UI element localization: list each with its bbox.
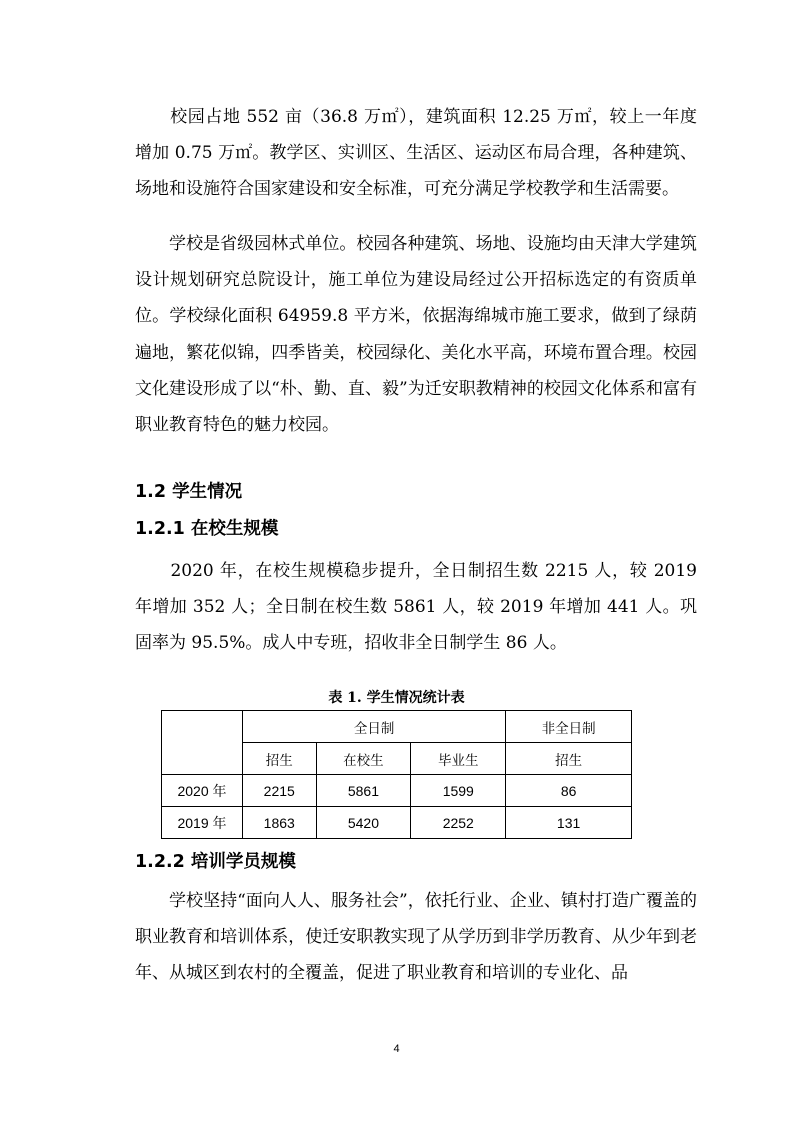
cell-inschool: 5861: [316, 775, 411, 807]
table-caption: 表 1. 学生情况统计表: [328, 690, 465, 706]
row-year: 2019 年: [162, 807, 243, 839]
paragraph-enrollment: 2020 年，在校生规模稳步提升，全日制招生数 2215 人，较 2019 年增加 352 人；全日制在校生数 5861 人，较 2019 年增加 441 人。巩固率为 95.5%。成人中专班，招收非全日制学生 86 人。: [135, 561, 697, 654]
student-statistics-table: [161, 710, 632, 839]
cell-parttime: 131: [506, 807, 632, 839]
subheader-inschool: 在校生: [316, 743, 411, 775]
table-row: [162, 775, 632, 807]
cell-enroll: 1863: [243, 807, 317, 839]
paragraph-training: 学校坚持“面向人人、服务社会”，依托行业、企业、镇村打造广覆盖的职业教育和培训体系，使迁安职教实现了从学历到非学历教育、从少年到老年、从城区到农村的全覆盖，促进了职业教育和培训的专业化、品: [135, 891, 697, 984]
row-year: 2020 年: [162, 775, 243, 807]
paragraph-campus-area: 校园占地 552 亩（36.8 万㎡），建筑面积 12.25 万㎡，较上一年度增加 0.75 万㎡。教学区、实训区、生活区、运动区布局合理，各种建筑、场地和设施符合国家建设和安全标准，可充分满足学校教学和生活需要。: [135, 107, 697, 200]
cell-graduate: 1599: [411, 775, 506, 807]
page-number: 4: [393, 1043, 400, 1055]
subheader-graduate: 毕业生: [411, 743, 506, 775]
table-header-row: [162, 711, 632, 743]
header-fulltime: 全日制: [243, 711, 506, 743]
cell-parttime: 86: [506, 775, 632, 807]
section-heading-student-situation: 1.2 学生情况: [135, 482, 243, 502]
table-row: [162, 807, 632, 839]
subheader-enroll: 招生: [243, 743, 317, 775]
table-corner-cell: [162, 711, 243, 775]
paragraph-garden-campus: 学校是省级园林式单位。校园各种建筑、场地、设施均由天津大学建筑设计规划研究总院设计，施工单位为建设局经过公开招标选定的有资质单位。学校绿化面积 64959.8 平方米，依据海绵城市施工要求，做到了绿荫遍地，繁花似锦，四季皆美，校园绿化、美化水平高，环境布置合理。校园文化建设形成了以“朴、勤、直、毅”为迁安职教精神的校园文化体系和富有职业教育特色的魅力校园。: [135, 234, 697, 436]
cell-inschool: 5420: [316, 807, 411, 839]
subheader-parttime-enroll: 招生: [506, 743, 632, 775]
subsection-heading-training-scale: 1.2.2 培训学员规模: [135, 852, 296, 872]
subsection-heading-enrollment-scale: 1.2.1 在校生规模: [135, 519, 279, 539]
cell-graduate: 2252: [411, 807, 506, 839]
cell-enroll: 2215: [243, 775, 317, 807]
header-parttime: 非全日制: [506, 711, 632, 743]
